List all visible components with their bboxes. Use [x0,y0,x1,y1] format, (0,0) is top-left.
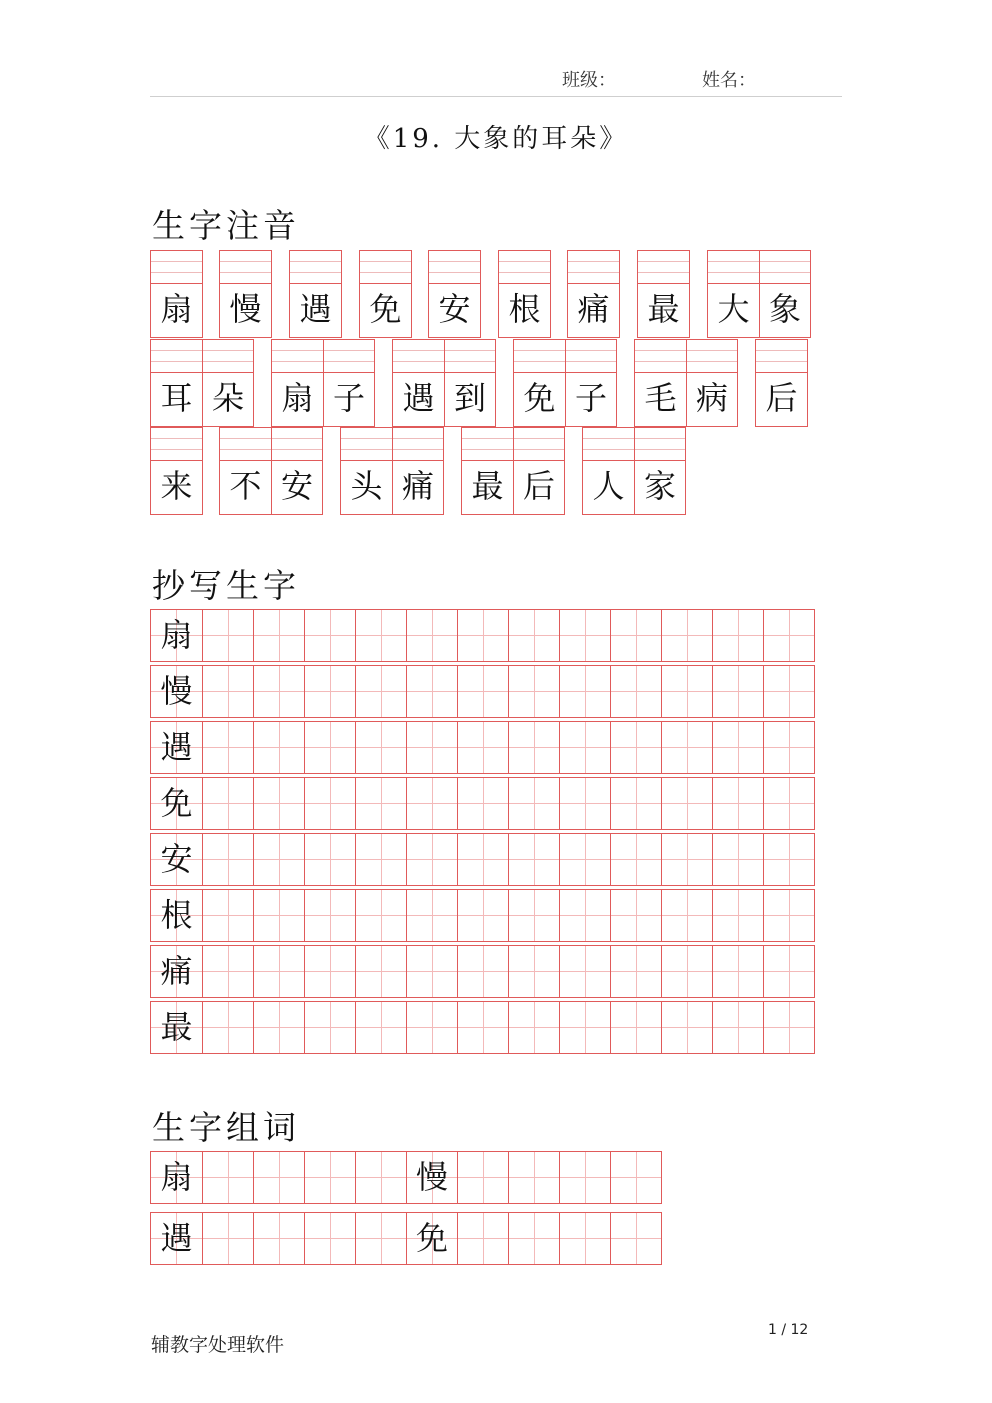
pinyin-group [359,250,412,338]
pinyin-cell[interactable] [429,251,480,337]
copy-row [150,889,815,942]
practice-square[interactable] [508,666,559,717]
pinyin-cell[interactable] [220,428,271,514]
practice-square[interactable] [202,722,253,773]
practice-square[interactable] [763,722,814,773]
pinyin-writing-lines[interactable] [708,251,759,284]
hanzi-char: 痛 [401,467,434,505]
pinyin-writing-lines[interactable] [324,340,374,373]
model-char-square [151,1213,202,1264]
model-char-square [151,778,202,829]
hanzi-char: 免 [523,379,556,417]
pinyin-writing-lines[interactable] [151,428,202,461]
practice-square[interactable] [610,946,661,997]
model-char-square [151,890,202,941]
practice-square[interactable] [610,834,661,885]
hanzi-char: 慢 [160,672,193,710]
pinyin-group [755,339,808,427]
hanzi-char: 扇 [160,616,193,654]
practice-square[interactable] [508,722,559,773]
practice-square[interactable] [406,946,457,997]
pinyin-group [150,427,203,515]
pinyin-cell[interactable] [151,340,202,426]
practice-square[interactable] [508,946,559,997]
pinyin-writing-lines[interactable] [635,340,686,373]
pinyin-cell[interactable] [290,251,341,337]
copy-row [150,665,815,718]
practice-square[interactable] [355,722,406,773]
hanzi-char: 根 [160,896,193,934]
practice-square[interactable] [406,778,457,829]
copy-row [150,609,815,662]
pinyin-writing-lines[interactable] [393,428,443,461]
pinyin-cell[interactable] [360,251,411,337]
practice-square[interactable] [406,610,457,661]
pinyin-cell[interactable] [462,428,513,514]
practice-square[interactable] [457,610,508,661]
model-char-square [151,946,202,997]
practice-square[interactable] [304,610,355,661]
pinyin-cell[interactable] [151,251,202,337]
pinyin-cell[interactable] [514,340,565,426]
practice-square[interactable] [763,834,814,885]
practice-square[interactable] [763,946,814,997]
pinyin-cell[interactable] [759,251,810,337]
practice-square[interactable] [457,834,508,885]
practice-square[interactable] [253,1152,304,1203]
class-label: 班级： [562,70,616,91]
hanzi-char: 慢 [229,290,262,328]
practice-square[interactable] [406,722,457,773]
hanzi-char: 安 [280,467,313,505]
practice-square[interactable] [304,722,355,773]
practice-square[interactable] [355,666,406,717]
pinyin-group [428,250,481,338]
hanzi-char: 扇 [160,1158,193,1196]
pinyin-group [498,250,551,338]
practice-square[interactable] [304,1002,355,1053]
practice-square[interactable] [253,666,304,717]
practice-square[interactable] [508,610,559,661]
practice-square[interactable] [559,666,610,717]
pinyin-writing-lines[interactable] [514,428,564,461]
practice-square[interactable] [406,890,457,941]
practice-square[interactable] [202,778,253,829]
practice-square[interactable] [661,610,712,661]
pinyin-group [513,339,617,427]
pinyin-cell[interactable] [341,428,392,514]
practice-square[interactable] [202,1002,253,1053]
pinyin-writing-lines[interactable] [462,428,513,461]
practice-square[interactable] [661,778,712,829]
pinyin-writing-lines[interactable] [290,251,341,284]
hanzi-char: 子 [332,379,365,417]
pinyin-cell[interactable] [393,340,444,426]
hanzi-char: 痛 [160,952,193,990]
practice-square[interactable] [763,778,814,829]
pinyin-cell[interactable] [151,428,202,514]
hanzi-char: 遇 [160,728,193,766]
hanzi-char: 后 [765,379,798,417]
practice-square[interactable] [355,1152,406,1203]
practice-square[interactable] [304,1213,355,1264]
practice-square[interactable] [457,666,508,717]
practice-square[interactable] [355,834,406,885]
section-pinyin-heading: 生字注音 [152,206,300,245]
practice-square[interactable] [508,1213,559,1264]
pinyin-group [289,250,342,338]
name-label: 姓名： [702,70,756,91]
practice-square[interactable] [202,1213,253,1264]
practice-square[interactable] [712,722,763,773]
model-char-square [151,610,202,661]
copy-row [150,777,815,830]
practice-square[interactable] [253,834,304,885]
hanzi-char: 遇 [402,379,435,417]
pinyin-group [582,427,686,515]
practice-square[interactable] [661,834,712,885]
practice-square[interactable] [610,1213,661,1264]
pinyin-cell[interactable] [499,251,550,337]
practice-square[interactable] [661,890,712,941]
practice-square[interactable] [355,1002,406,1053]
pinyin-writing-lines[interactable] [445,340,495,373]
practice-square[interactable] [202,834,253,885]
hanzi-char: 免 [415,1219,448,1257]
pinyin-writing-lines[interactable] [568,251,619,284]
practice-square[interactable] [406,1002,457,1053]
hanzi-char: 子 [574,379,607,417]
practice-square[interactable] [661,666,712,717]
practice-square[interactable] [559,1152,610,1203]
practice-square[interactable] [202,610,253,661]
hanzi-char: 来 [160,467,193,505]
pinyin-writing-lines[interactable] [151,340,202,373]
pinyin-cell[interactable] [444,340,495,426]
hanzi-char: 免 [160,784,193,822]
practice-square[interactable] [610,722,661,773]
pinyin-cell[interactable] [565,340,616,426]
hanzi-char: 头 [350,467,383,505]
hanzi-char: 安 [160,840,193,878]
hanzi-char: 家 [643,467,676,505]
pinyin-cell[interactable] [634,428,685,514]
page-title: 《19. 大象的耳朵》 [363,124,629,154]
practice-square[interactable] [202,666,253,717]
pinyin-writing-lines[interactable] [687,340,737,373]
practice-square[interactable] [559,1213,610,1264]
practice-square[interactable] [457,1002,508,1053]
practice-square[interactable] [559,890,610,941]
pinyin-group [271,339,375,427]
practice-square[interactable] [202,1152,253,1203]
pinyin-cell[interactable] [635,340,686,426]
practice-square[interactable] [712,946,763,997]
pinyin-writing-lines[interactable] [151,251,202,284]
practice-square[interactable] [712,666,763,717]
pinyin-writing-lines[interactable] [583,428,634,461]
pinyin-group [461,427,565,515]
pinyin-group [637,250,690,338]
practice-square[interactable] [406,666,457,717]
practice-square[interactable] [457,1213,508,1264]
practice-square[interactable] [304,890,355,941]
practice-square[interactable] [610,778,661,829]
hanzi-char: 大 [717,290,750,328]
pinyin-writing-lines[interactable] [203,340,253,373]
practice-square[interactable] [355,610,406,661]
practice-square[interactable] [559,722,610,773]
hanzi-char: 人 [592,467,625,505]
hanzi-char: 遇 [299,290,332,328]
hanzi-char: 扇 [281,379,314,417]
practice-square[interactable] [457,722,508,773]
pinyin-cell[interactable] [323,340,374,426]
practice-square[interactable] [712,1002,763,1053]
copy-row [150,1001,815,1054]
pinyin-cell[interactable] [583,428,634,514]
pinyin-cell[interactable] [220,251,271,337]
pinyin-cell[interactable] [638,251,689,337]
practice-square[interactable] [355,890,406,941]
footer-software-name: 辅教字处理软件 [151,1334,285,1356]
practice-square[interactable] [253,1213,304,1264]
pinyin-group [219,250,272,338]
practice-square[interactable] [559,946,610,997]
practice-square[interactable] [457,890,508,941]
practice-square[interactable] [712,610,763,661]
words-row [150,1151,662,1204]
model-char-square [406,1213,457,1264]
practice-square[interactable] [508,890,559,941]
pinyin-writing-lines[interactable] [220,251,271,284]
copy-row [150,721,815,774]
hanzi-char: 扇 [160,290,193,328]
hanzi-char: 免 [369,290,402,328]
practice-square[interactable] [304,1152,355,1203]
pinyin-cell[interactable] [202,340,253,426]
section-copy-heading: 抄写生字 [152,566,300,605]
pinyin-group [707,250,811,338]
pinyin-writing-lines[interactable] [499,251,550,284]
model-char-square [151,1152,202,1203]
hanzi-char: 安 [438,290,471,328]
practice-square[interactable] [202,946,253,997]
pinyin-writing-lines[interactable] [566,340,616,373]
practice-square[interactable] [610,610,661,661]
hanzi-char: 象 [768,290,801,328]
practice-square[interactable] [304,834,355,885]
hanzi-char: 遇 [160,1219,193,1257]
pinyin-group [340,427,444,515]
pinyin-writing-lines[interactable] [635,428,685,461]
practice-square[interactable] [661,946,712,997]
practice-square[interactable] [253,610,304,661]
hanzi-char: 朵 [211,379,244,417]
hanzi-char: 后 [522,467,555,505]
model-char-square [151,722,202,773]
practice-square[interactable] [508,778,559,829]
pinyin-group [634,339,738,427]
pinyin-writing-lines[interactable] [393,340,444,373]
model-char-square [406,1152,457,1203]
practice-square[interactable] [508,1002,559,1053]
hanzi-char: 病 [695,379,728,417]
model-char-square [151,1002,202,1053]
pinyin-cell[interactable] [686,340,737,426]
pinyin-writing-lines[interactable] [756,340,807,373]
pinyin-cell[interactable] [568,251,619,337]
pinyin-group [219,427,323,515]
page-number: 1 / 12 [768,1322,809,1338]
practice-square[interactable] [508,834,559,885]
pinyin-group [392,339,496,427]
hanzi-char: 不 [229,467,262,505]
hanzi-char: 慢 [415,1158,448,1196]
hanzi-char: 最 [160,1008,193,1046]
practice-square[interactable] [457,778,508,829]
practice-square[interactable] [355,946,406,997]
pinyin-writing-lines[interactable] [760,251,810,284]
practice-square[interactable] [763,1002,814,1053]
practice-square[interactable] [253,946,304,997]
practice-square[interactable] [559,834,610,885]
practice-square[interactable] [661,1002,712,1053]
practice-square[interactable] [355,1213,406,1264]
practice-square[interactable] [559,1002,610,1053]
practice-square[interactable] [406,834,457,885]
copy-row [150,945,815,998]
pinyin-cell[interactable] [271,428,322,514]
practice-square[interactable] [712,778,763,829]
hanzi-char: 毛 [644,379,677,417]
practice-square[interactable] [253,1002,304,1053]
copy-row [150,833,815,886]
practice-square[interactable] [457,946,508,997]
practice-square[interactable] [508,1152,559,1203]
practice-square[interactable] [559,610,610,661]
pinyin-writing-lines[interactable] [272,428,322,461]
pinyin-writing-lines[interactable] [429,251,480,284]
pinyin-cell[interactable] [392,428,443,514]
hanzi-char: 根 [508,290,541,328]
practice-square[interactable] [712,834,763,885]
hanzi-char: 到 [453,379,486,417]
practice-square[interactable] [304,778,355,829]
model-char-square [151,666,202,717]
pinyin-writing-lines[interactable] [360,251,411,284]
practice-square[interactable] [763,890,814,941]
hanzi-char: 最 [471,467,504,505]
practice-square[interactable] [457,1152,508,1203]
practice-square[interactable] [304,946,355,997]
practice-square[interactable] [763,610,814,661]
pinyin-writing-lines[interactable] [272,340,323,373]
practice-square[interactable] [253,722,304,773]
pinyin-cell[interactable] [708,251,759,337]
practice-square[interactable] [253,778,304,829]
section-words-heading: 生字组词 [152,1108,300,1147]
practice-square[interactable] [355,778,406,829]
pinyin-writing-lines[interactable] [638,251,689,284]
pinyin-cell[interactable] [756,340,807,426]
practice-square[interactable] [712,890,763,941]
pinyin-writing-lines[interactable] [220,428,271,461]
hanzi-char: 耳 [160,379,193,417]
practice-square[interactable] [202,890,253,941]
practice-square[interactable] [610,1152,661,1203]
model-char-square [151,834,202,885]
practice-square[interactable] [661,722,712,773]
hanzi-char: 最 [647,290,680,328]
pinyin-writing-lines[interactable] [341,428,392,461]
pinyin-group [150,250,203,338]
pinyin-writing-lines[interactable] [514,340,565,373]
practice-square[interactable] [253,890,304,941]
practice-square[interactable] [304,666,355,717]
hanzi-char: 痛 [577,290,610,328]
pinyin-cell[interactable] [513,428,564,514]
pinyin-cell[interactable] [272,340,323,426]
practice-square[interactable] [763,666,814,717]
practice-square[interactable] [610,890,661,941]
practice-square[interactable] [610,666,661,717]
header-divider [150,96,842,97]
words-row [150,1212,662,1265]
pinyin-group [150,339,254,427]
practice-square[interactable] [559,778,610,829]
pinyin-group [567,250,620,338]
practice-square[interactable] [610,1002,661,1053]
